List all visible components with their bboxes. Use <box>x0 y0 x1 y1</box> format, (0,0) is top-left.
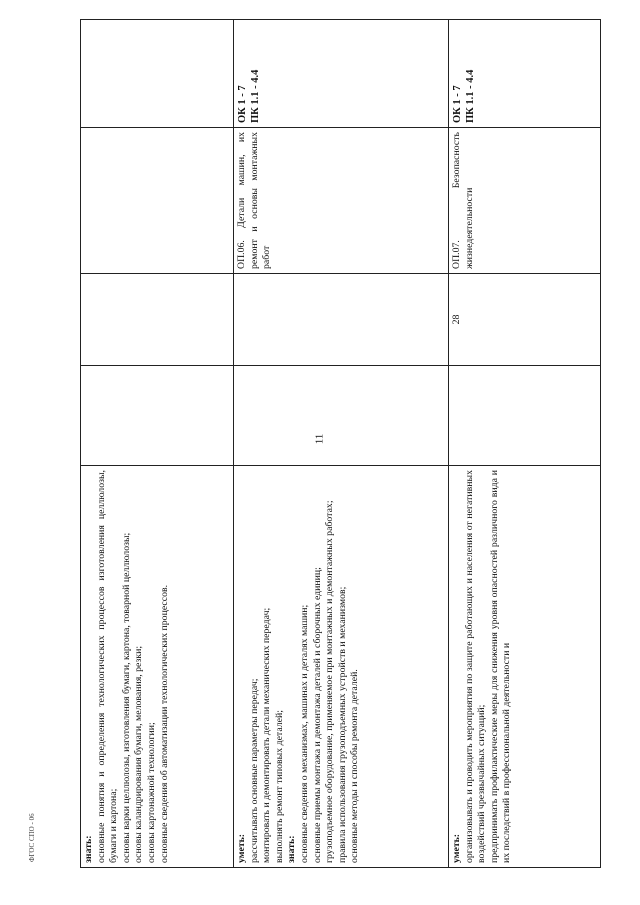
requirements-line: основные методы и способы ремонта деталей. <box>349 669 361 863</box>
max-hours-cell <box>81 366 234 466</box>
requirements-line: грузоподъемное оборудование, применяемое при монтажных и демонтажных работах; <box>324 500 336 863</box>
table-row <box>449 20 601 868</box>
requirements-line: организовывать и проводить мероприятия по защите работающих и населения от негативных воздействий чрезвычайных ситуаций; <box>463 470 488 863</box>
requirements-heading: уметь: <box>451 833 462 863</box>
page-number: 11 <box>313 433 326 445</box>
table-row <box>234 20 449 868</box>
requirements-line: основные сведения об автоматизации технологических процессов. <box>158 584 170 863</box>
competencies-cell: ОК 1 - 7 ПК 1.1 - 4.4 <box>234 20 449 128</box>
requirements-line: основные понятия и определения технологических процессов изготовления целлюлозы, бумаги и картона; <box>95 470 120 863</box>
requirements-line: правила использования грузоподъемных устройств и механизмов; <box>336 586 348 863</box>
max-hours-cell <box>449 366 601 466</box>
requirements-line: основные приемы монтажа и демонтажа деталей и сборочных единиц; <box>311 567 323 863</box>
rotated-table-wrapper <box>80 20 600 868</box>
hours-cell <box>81 274 234 366</box>
requirements-cell <box>234 466 449 868</box>
requirements-line: выполнять ремонт типовых деталей; <box>273 710 285 863</box>
requirements-cell <box>449 466 601 868</box>
requirements-line: монтировать и демонтировать детали механических передач; <box>261 607 273 863</box>
requirements-line: рассчитывать основные параметры передач; <box>248 678 260 863</box>
max-hours-cell <box>234 366 449 466</box>
hours-cell: 28 <box>449 274 601 366</box>
requirements-line: предпринимать профилактические меры для снижения уровня опасностей различного вида и их последствий в профессиональной деятельности и <box>488 470 513 863</box>
competencies-cell <box>81 20 234 128</box>
requirements-heading: уметь: <box>236 833 247 863</box>
requirements-line: основные сведения о механизмах, машинах и деталях машин; <box>298 604 310 863</box>
competencies-cell: ОК 1 - 7 ПК 1.1 - 4.4 <box>449 20 601 128</box>
hours-cell <box>234 274 449 366</box>
requirements-heading: знать: <box>83 835 94 863</box>
requirements-heading: знать: <box>286 835 298 863</box>
discipline-cell: ОП.06. Детали машин, их ремонт и основы монтажных работ <box>234 128 449 274</box>
requirements-cell <box>81 466 234 868</box>
discipline-cell: ОП.07. Безопасность жизнедеятельности <box>449 128 601 274</box>
curriculum-table <box>80 19 601 868</box>
discipline-cell <box>81 128 234 274</box>
table-row <box>81 20 234 868</box>
requirements-line: основы каландрирования бумаги, мелования, резки; <box>133 645 145 863</box>
requirements-line: основы картонажной технологии; <box>145 722 157 863</box>
footer-code: ФГОС СПО - 06 <box>28 813 36 862</box>
requirements-line: основы варки целлюлозы, изготовления бумаги, картона, товарной целлюлозы; <box>120 532 132 863</box>
